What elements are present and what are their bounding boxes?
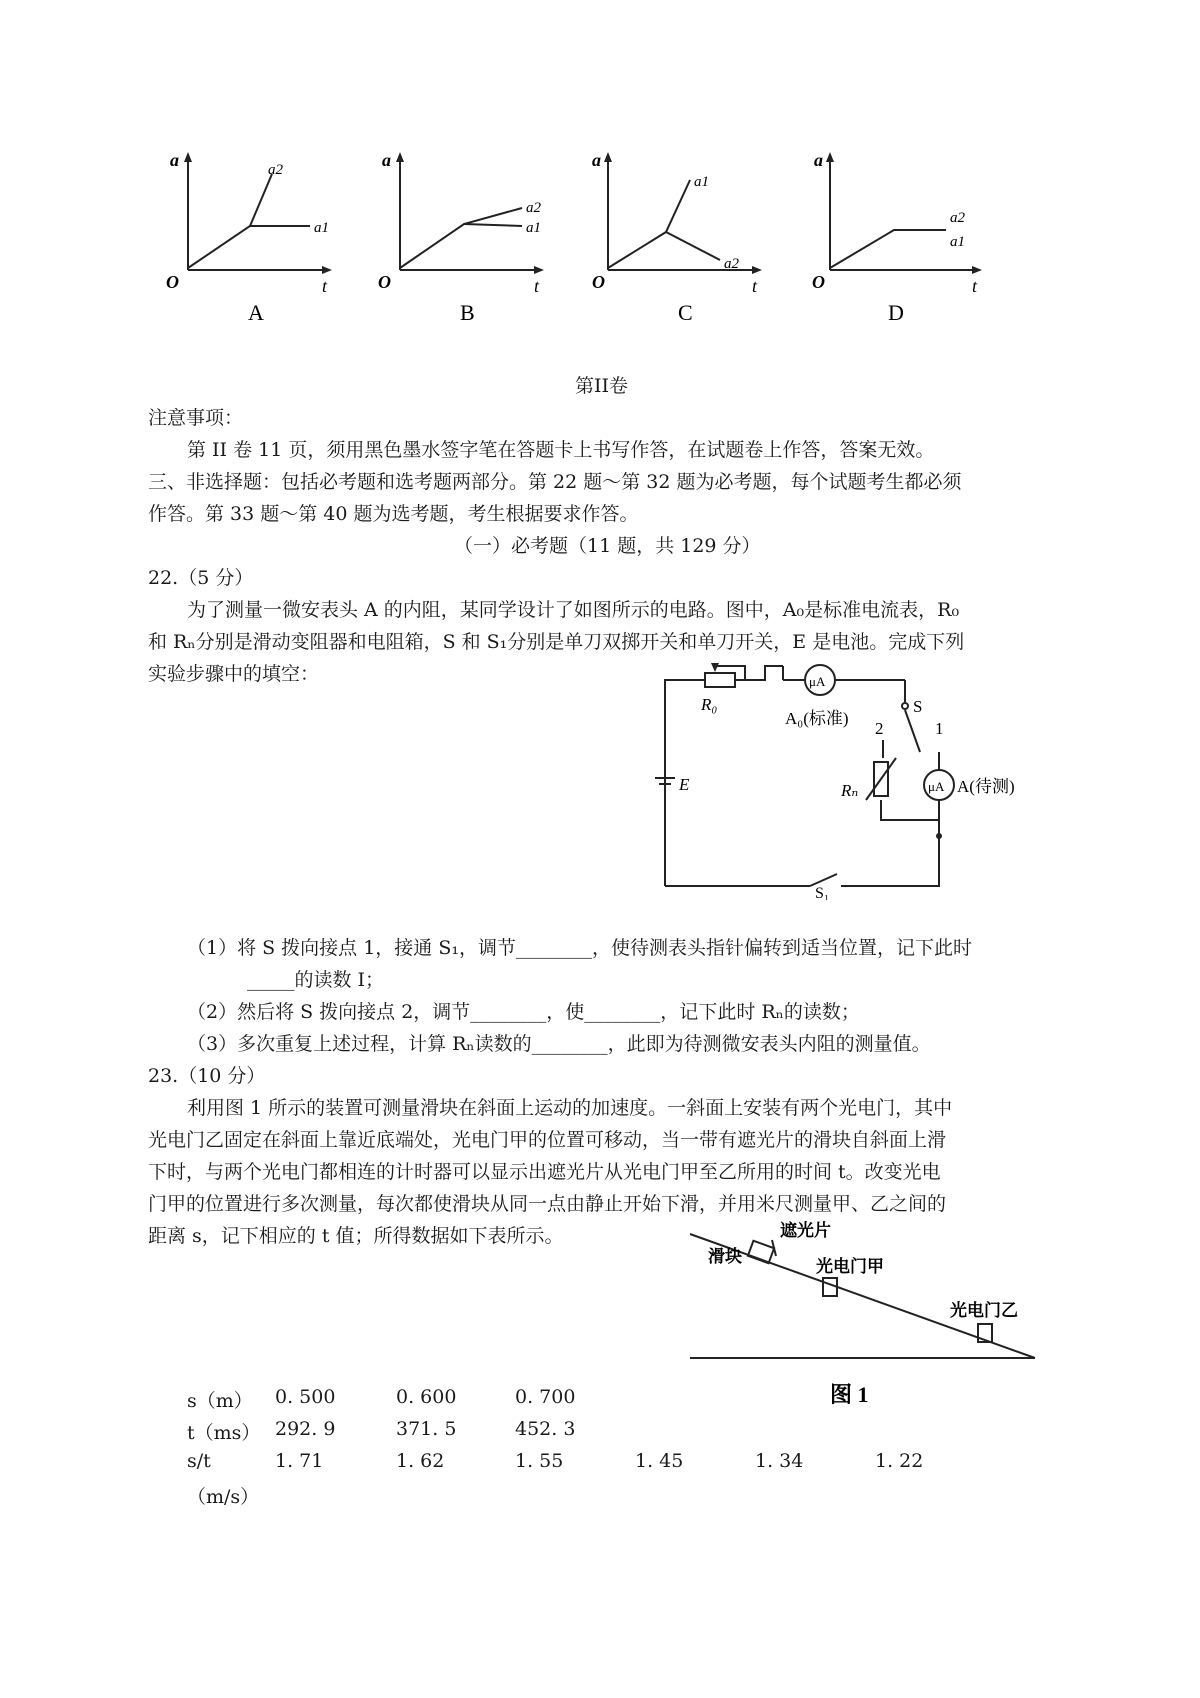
table-row-t-label: t（ms） bbox=[187, 1422, 261, 1444]
circuit-contact1-label: 1 bbox=[935, 719, 944, 738]
table-cell-st: 1. 55 bbox=[515, 1450, 564, 1472]
q22-step1-line1: （1）将 S 拨向接点 1，接通 S₁，调节________，使待测表头指针偏转到适当位置，记下此时 bbox=[187, 937, 972, 959]
part3-line1: 三、非选择题：包括必考题和选考题两部分。第 22 题～第 32 题为必考题，每个试题考生都必须 bbox=[148, 471, 962, 493]
graphs-figure bbox=[150, 150, 1050, 370]
required-heading: （一）必考题（11 题，共 129 分） bbox=[454, 535, 761, 557]
section-title: 第II卷 bbox=[575, 375, 629, 397]
circuit-a0-label: A₀(标准) bbox=[785, 709, 849, 728]
circuit-a-meter-symbol: μA bbox=[928, 779, 945, 794]
circuit-rn-label: Rₙ bbox=[841, 781, 859, 800]
table-cell-t: 452. 3 bbox=[515, 1418, 576, 1440]
circuit-a-label: A(待测) bbox=[957, 777, 1015, 796]
graph-c-origin: O bbox=[592, 272, 605, 292]
table-cell-st: 1. 45 bbox=[635, 1450, 684, 1472]
part3-line2: 作答。第 33 题～第 40 题为选考题，考生根据要求作答。 bbox=[148, 503, 639, 525]
q22-step3: （3）多次重复上述过程，计算 Rₙ读数的________，此即为待测微安表头内阻的测量值。 bbox=[187, 1033, 931, 1055]
figure-block-label: 滑块 bbox=[708, 1247, 742, 1266]
graph-a-curve-label: a1 bbox=[314, 220, 329, 236]
circuit-a0-meter-symbol: μA bbox=[809, 674, 826, 689]
graph-d bbox=[812, 150, 982, 325]
table-cell-s: 0. 500 bbox=[275, 1386, 336, 1408]
table-cell-st: 1. 34 bbox=[755, 1450, 804, 1472]
q22-intro-line2: 和 Rₙ分别是滑动变阻器和电阻箱，S 和 S₁分别是单刀双掷开关和单刀开关，E 是电池。完成下列 bbox=[148, 631, 965, 653]
graph-b-label: B bbox=[460, 300, 475, 325]
q23-line1: 利用图 1 所示的装置可测量滑块在斜面上运动的加速度。一斜面上安装有两个光电门，其中 bbox=[187, 1097, 953, 1119]
table-cell-t: 292. 9 bbox=[275, 1418, 336, 1440]
figure-caption: 图 1 bbox=[830, 1382, 869, 1407]
graph-d-axis-x: t bbox=[972, 276, 978, 296]
q22-number: 22.（5 分） bbox=[148, 567, 254, 589]
graph-d-curve-label: a2 bbox=[950, 210, 965, 226]
table-row-st-label: s/t bbox=[187, 1450, 211, 1472]
table-row-s-label: s（m） bbox=[187, 1390, 253, 1412]
graph-d-label: D bbox=[888, 300, 904, 325]
table-cell-st: 1. 22 bbox=[875, 1450, 924, 1472]
q23-number: 23.（10 分） bbox=[148, 1065, 266, 1087]
q23-line2: 光电门乙固定在斜面上靠近底端处，光电门甲的位置可移动，当一带有遮光片的滑块自斜面上滑 bbox=[148, 1129, 947, 1151]
q22-step2: （2）然后将 S 拨向接点 2，调节________，使________，记下此时 Rₙ的读数； bbox=[187, 1001, 860, 1023]
q22-intro-line1: 为了测量一微安表头 A 的内阻，某同学设计了如图所示的电路。图中，A₀是标准电流表，R₀ bbox=[187, 599, 960, 621]
circuit-e-label: E bbox=[679, 775, 690, 794]
graph-c-curve-label: a2 bbox=[724, 256, 739, 272]
graph-c-curve-label: a1 bbox=[694, 174, 709, 190]
graph-a-label: A bbox=[248, 300, 264, 325]
graph-b-curve-label: a2 bbox=[526, 200, 541, 216]
notes-body: 第 II 卷 11 页，须用黑色墨水签字笔在答题卡上书写作答，在试题卷上作答，答案无效。 bbox=[187, 439, 935, 461]
graph-d-curve-label: a1 bbox=[950, 234, 965, 250]
graph-b-origin: O bbox=[378, 272, 391, 292]
incline-figure bbox=[680, 1210, 1060, 1420]
graph-d-origin: O bbox=[812, 272, 825, 292]
figure-shade-label: 遮光片 bbox=[780, 1221, 831, 1240]
circuit-s-label: S bbox=[913, 697, 923, 716]
graph-b-axis-x: t bbox=[534, 276, 540, 296]
graph-c bbox=[592, 150, 762, 325]
graph-a-curve-label: a2 bbox=[268, 162, 283, 178]
graph-c-axis-y: a bbox=[592, 150, 601, 170]
circuit-r0-label: R₀ bbox=[701, 695, 718, 714]
q23-line4: 门甲的位置进行多次测量，每次都使滑块从同一点由静止开始下滑，并用米尺测量甲、乙之间的 bbox=[148, 1193, 947, 1215]
graph-d-axis-y: a bbox=[814, 150, 823, 170]
table-cell-st: 1. 71 bbox=[275, 1450, 324, 1472]
graph-b bbox=[378, 150, 544, 325]
table-cell-t: 371. 5 bbox=[396, 1418, 457, 1440]
table-cell-st: 1. 62 bbox=[396, 1450, 445, 1472]
graph-a-axis-y: a bbox=[170, 150, 179, 170]
figure-gate-a-label: 光电门甲 bbox=[816, 1257, 884, 1276]
graph-a bbox=[166, 150, 332, 325]
circuit-s1-label: S₁ bbox=[815, 885, 830, 900]
q22-step1-line2: _____的读数 I； bbox=[247, 969, 385, 991]
graph-a-origin: O bbox=[166, 272, 179, 292]
q23-line3: 下时，与两个光电门都相连的计时器可以显示出遮光片从光电门甲至乙所用的时间 t。改变光电 bbox=[148, 1161, 941, 1183]
circuit-diagram bbox=[655, 660, 1060, 900]
graph-b-axis-y: a bbox=[382, 150, 391, 170]
table-row-st-unit: （m/s） bbox=[187, 1486, 260, 1508]
q22-intro-line3: 实验步骤中的填空： bbox=[148, 663, 320, 685]
table-cell-s: 0. 700 bbox=[515, 1386, 576, 1408]
graph-c-label: C bbox=[678, 300, 693, 325]
table-cell-s: 0. 600 bbox=[396, 1386, 457, 1408]
notes-heading: 注意事项： bbox=[148, 407, 244, 429]
circuit-contact2-label: 2 bbox=[875, 719, 884, 738]
graph-a-axis-x: t bbox=[322, 276, 328, 296]
graph-b-curve-label: a1 bbox=[526, 220, 541, 236]
figure-gate-b-label: 光电门乙 bbox=[950, 1301, 1018, 1320]
graph-c-axis-x: t bbox=[752, 276, 758, 296]
q23-line5: 距离 s，记下相应的 t 值；所得数据如下表所示。 bbox=[148, 1225, 564, 1247]
